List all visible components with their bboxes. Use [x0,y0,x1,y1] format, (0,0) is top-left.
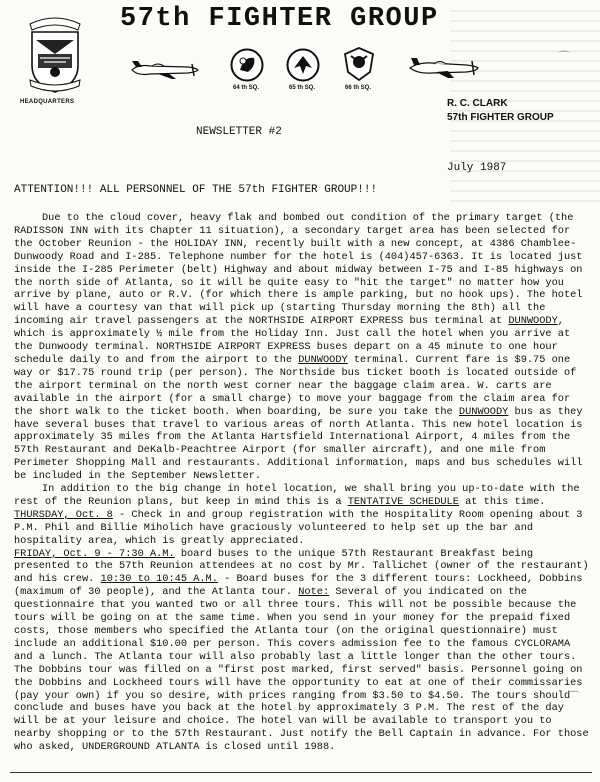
tentative-schedule: TENTATIVE SCHEDULE [347,495,459,508]
group-crest-logo [24,10,86,96]
underlined-dunwoody: DUNWOODY [508,315,558,328]
friday-tour-time: 10:30 to 10:45 A.M. [100,573,218,586]
masthead-title: 57th FIGHTER GROUP [120,4,439,34]
newsletter-number: NEWSLETTER #2 [196,126,282,138]
sender-name: R. C. CLARK [447,98,508,109]
headquarters-label: HEADQUARTERS [20,99,75,105]
paragraph-thursday: THURSDAY, Oct. 8 - Check in and group registration with the Hospitality Room opening about 3 P.M. Phil and Billie Miholich have graciously volunteered to help set up the bar and hospitality area, which is greatly appreciated. [14,508,583,547]
underlined-dunwoody: DUNWOODY [298,353,348,366]
friday-label: FRIDAY, Oct. 9 - 7:30 A.M. [14,547,175,560]
note-label: Note: [298,586,330,599]
paragraph-friday: FRIDAY, Oct. 9 - 7:30 A.M. board buses to the unique 57th Restaurant Breakfast being presented to the 57th Reunion attendees at no cost by Mr. Tallichet (owner of the restaurant) and his crew. 10:30 to 10:45 A.M. - Board buses for the 3 different tours: Lockheed, Dobbins (maximum of 30 people), and the Atlanta tour. Note: Several of you indicated on the questionnaire that you wanted two or all three tours. This will not be possible because the tours will be going on at the same time. When you send in your money for the prepaid fixed costs, those members who specified the Atlanta tour (on the original questionnaire) must include an additional $10.00 per person. This covers admission fee to the famous CYCLORAMA and a lunch. The Atlanta tour will also probably last a little longer than the other tours. The Dobbins tour was filled on a "first post marked, first served" basis. Personnel going on the Dobbins and Lockheed tours will have the opportunity to eat at one of their commissaries (pay your own) if you so desire, with prices ranging from $3.50 to $4.50. The tours should conclude and buses have you back at the hotel by approximately 3 P.M. The rest of the day will be at your leisure and choice. The hotel van will be available to transport you to nearby shopping or to the 57th Restaurant. Just notify the Bell Captain in advance. For those who asked, UNDERGROUND ATLANTA is closed until 1988. [14,547,589,754]
66th-squadron-emblem-icon [342,46,376,82]
64th-squadron-label: 64 th SQ. [233,85,260,91]
sender-org: 57th FIGHTER GROUP [447,112,554,123]
margin-mark: ⌒ [568,690,581,704]
thursday-label: THURSDAY, Oct. 8 [14,508,113,521]
64th-squadron-emblem-icon [230,48,264,82]
65th-squadron-emblem-icon [286,48,320,82]
paragraph-schedule-intro: In addition to the big change in hotel location, we shall bring you up-to-date with the rest of the Reunion plans, but keep in mind this is a TENTATIVE SCHEDULE at this time. [14,483,580,508]
p40-fighter-icon [128,58,200,80]
65th-squadron-label: 65 th SQ. [289,85,316,91]
attention-heading: ATTENTION!!! ALL PERSONNEL OF THE 57th FIGHTER GROUP!!! [14,184,378,196]
66th-squadron-label: 66 th SQ. [345,85,372,91]
margin-mark: ⌒ [558,50,571,64]
bottom-rule [10,772,592,773]
p47-fighter-icon [406,56,480,80]
paragraph-hotel-change: Due to the cloud cover, heavy flak and bombed out condition of the primary target (the RADISSON INN with its Chapter 11 situation), a secondary target area has been selected for the October Reunion - the HOLIDAY INN, recently built with a new concept, at 4386 Chamblee-Dunwoody Road and I-285. Telephone number for the hotel is (404)457-6363. It is located just inside the I-285 Perimeter (belt) Highway and about midway between I-75 and I-85 highways on the north side of Atlanta, so it will be quite easy to "hit the target" no matter how you arrive by plane, auto or R.V. (for which there is ample parking, but no hook ups). The hotel will have a courtesy van that will pick up (starting Thursday morning the 8th) all the incoming air travel passengers at the NORTHSIDE AIRPORT EXPRESS bus terminal at DUNWOODY, which is approximately ½ mile from the Holiday Inn. Just call the hotel when you arrive at the Dunwoody terminal. NORTHSIDE AIRPORT EXPRESS buses depart on a 45 minute to one hour schedule daily to and from the airport to the DUNWOODY terminal. Current fare is $9.75 one way or $17.75 round trip (per person). The Northside bus ticket booth is located outside of the airport terminal on the north west corner near the baggage claim area. W. carts are available in the airport (for a small charge) to move your baggage from the claim area for the short walk to the ticket booth. When boarding, be sure you take the DUNWOODY bus as they have several buses that travel to various areas of north Atlanta. This new hotel location is approximately 35 miles from the Atlanta Hartsfield International Airport, 4 miles from the 57th Restaurant and DeKalb-Peachtree Airport (for smaller aircraft), and one mile from Perimeter Shopping Mall and restaurants. Additional information, maps and bus schedules will be included in the September Newsletter. [14,212,583,483]
underlined-dunwoody: DUNWOODY [458,405,509,418]
newsletter-date: July 1987 [447,162,507,174]
sender-block [447,97,554,125]
newsletter-body [14,212,590,754]
